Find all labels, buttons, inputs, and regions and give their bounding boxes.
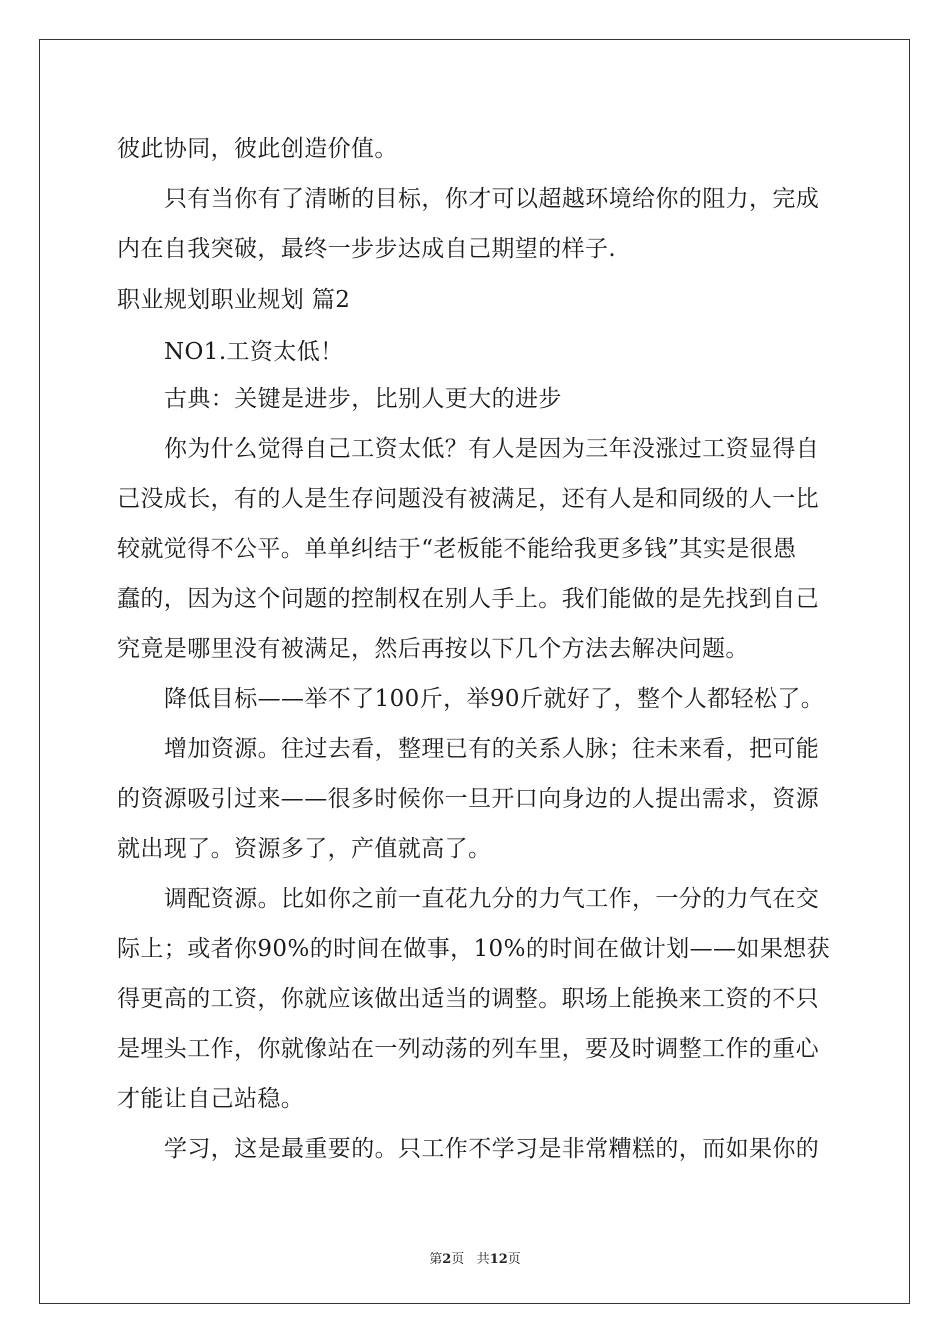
footer-prefix: 第 [429,1252,443,1267]
text-line: 内在自我突破，最终一步步达成自己期望的样子. [117,236,617,262]
text-line: 是埋头工作，你就像站在一列动荡的列车里，要及时调整工作的重心 [117,1036,819,1062]
section-heading: 职业规划职业规划 篇2 [117,287,351,313]
page-border [39,39,910,1304]
text-line: 增加资源。往过去看，整理已有的关系人脉；往未来看，把可能 [164,736,820,762]
text-line: 蠢的，因为这个问题的控制权在别人手上。我们能做的是先找到自己 [117,586,819,612]
text-line: 就出现了。资源多了，产值就高了。 [117,836,492,862]
text-line: 只有当你有了清晰的目标，你才可以超越环境给你的阻力，完成 [164,186,820,212]
text-line: 彼此协同，彼此创造价值。 [117,136,398,162]
text-line: 际上；或者你90%的时间在做事，10%的时间在做计划——如果想获 [117,936,831,962]
text-line: 调配资源。比如你之前一直花九分的力气工作，一分的力气在交 [164,886,820,912]
page-footer [0,1248,950,1267]
text-line: 古典：关键是进步，比别人更大的进步 [164,386,562,412]
subheading: NO1.工资太低！ [164,339,344,365]
text-line: 究竟是哪里没有被满足，然后再按以下几个方法去解决问题。 [117,636,749,662]
footer-page-suffix: 页 [451,1252,465,1267]
text-line: 较就觉得不公平。单单纠结于“老板能不能给我更多钱”其实是很愚 [117,536,797,562]
text-line: 降低目标——举不了100斤，举90斤就好了，整个人都轻松了。 [164,686,825,712]
text-line: 你为什么觉得自己工资太低？有人是因为三年没涨过工资显得自 [164,436,820,462]
text-line: 得更高的工资，你就应该做出适当的调整。职场上能换来工资的不只 [117,986,819,1012]
footer-total-prefix: 共 [476,1252,490,1267]
footer-total-suffix: 页 [507,1252,521,1267]
text-line: 才能让自己站稳。 [117,1086,305,1112]
current-page-number: 2 [442,1252,452,1267]
text-line: 的资源吸引过来——很多时候你一旦开口向身边的人提出需求，资源 [117,786,819,812]
text-line: 己没成长，有的人是生存问题没有被满足，还有人是和同级的人一比 [117,486,819,512]
text-line: 学习，这是最重要的。只工作不学习是非常糟糕的，而如果你的 [164,1136,820,1162]
total-page-number: 12 [489,1252,508,1267]
